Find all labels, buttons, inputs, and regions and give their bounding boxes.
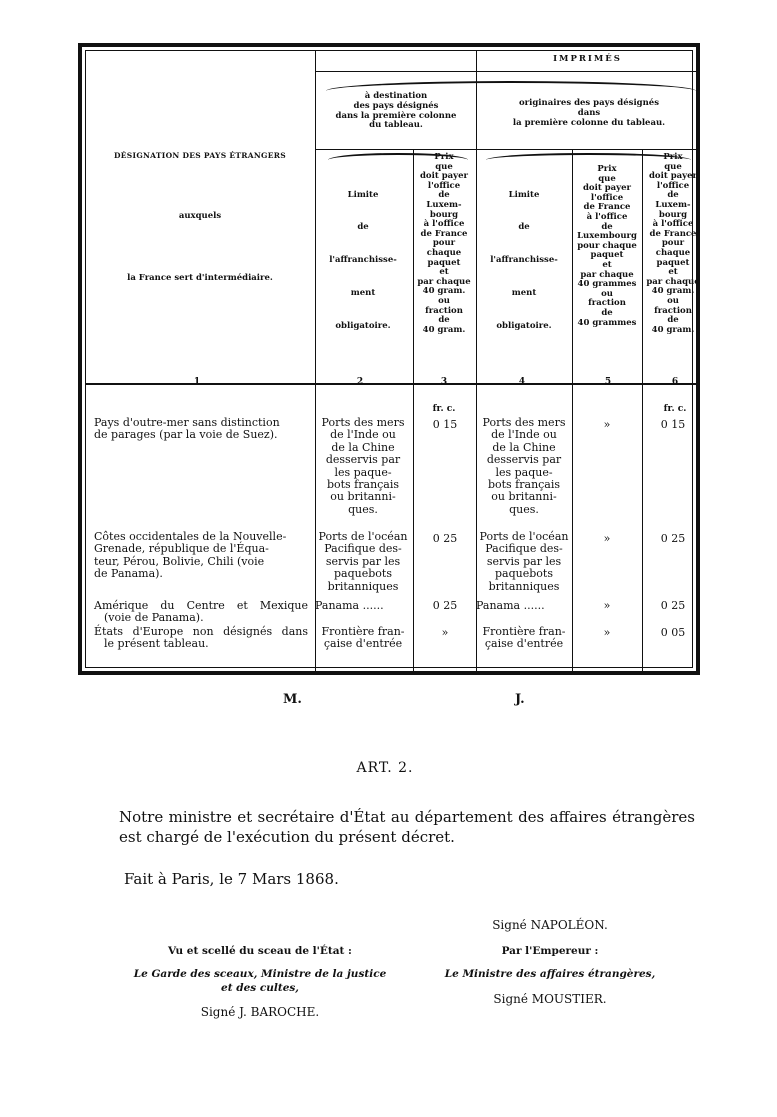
table-row-limit-dest [315,600,411,612]
table-row-price6: 0 25 [660,599,686,612]
col3-line: l'office [427,180,461,191]
col5-line: Prix [597,164,617,174]
country-line: le présent tableau. [104,637,209,651]
col3-line: bourg [429,209,459,220]
table-row-price3: 0 25 [432,599,458,612]
limit-line: bots français [487,478,561,492]
col3-line: fraction [425,305,463,316]
limit-line: britanniques [488,579,560,593]
table-row-price3: » [441,626,449,639]
col3-header [412,153,476,335]
table-row-price5: » [603,532,611,545]
limit-line: paquebots [334,567,392,581]
letter-right: J. [515,692,525,707]
col5-line: de [601,221,613,232]
article-heading: ART. 2. [356,760,414,776]
table-row-price3: 0 15 [432,418,458,431]
signature-napoleon: Signé NAPOLÉON. [492,918,608,932]
limit-header-line: obligatoire. [496,321,552,331]
limit-line: ou britanni- [491,490,557,504]
col3-line: Luxem- [426,199,462,210]
country-line: teur, Pérou, Bolivie, Chili (voie [94,554,265,568]
col3-line: et [439,267,449,278]
table-row-limit-orig [476,417,572,516]
col6-line: paquet [656,257,690,268]
col6-line: fraction [654,305,692,316]
col3-line: chaque [426,247,462,258]
table-row-price6: 0 25 [660,532,686,545]
col6-line: chaque [655,247,691,258]
limit-header-line: de [518,222,530,232]
col3-line: 40 gram. [422,286,466,297]
limit-line: britanniques [327,579,399,593]
col5-line: de France [583,202,631,213]
limit-header-line: l'affranchisse- [329,255,397,265]
col6-line: ou [667,295,679,306]
col6-line: doit payer [648,171,697,182]
limit-line: Panama ...... [476,599,545,612]
col3-line: Prix [434,152,454,162]
limit-line: bots français [326,478,400,492]
country-line: Côtes occidentales de la Nouvelle- [94,530,287,543]
col3-line: pour [432,238,456,249]
justice-title-line2: et des cultes, [221,982,299,994]
limit-line: de l'Inde ou [491,428,557,442]
col6-line: 40 gram. [651,324,695,335]
limit-line: Ports des mers [321,416,405,429]
orig-header-line: originaires des pays désignés [518,98,659,108]
table-row-price5: » [603,626,611,639]
limit-line: Pacifique des- [324,542,402,556]
limit-line: ques. [509,502,539,516]
limit-line: Frontière fran- [482,625,566,638]
limit-line: paquebots [495,567,553,581]
col-number: 3 [440,377,448,387]
col1-header-intermediaire: la France sert d'intermédiaire. [127,272,273,283]
col6-line: par chaque [646,276,700,287]
col3-line: paquet [427,257,461,268]
col6-line: de [667,190,679,201]
col-number: 6 [671,377,679,387]
limit-header-line: de [357,222,369,232]
table-row-limit-dest [315,531,411,593]
dest-header-line: des pays désignés [353,100,439,111]
col5-header [571,165,643,328]
col5-line: ou [601,288,613,299]
col5-line: 40 grammes [577,279,637,290]
dest-header-line: du tableau. [369,120,423,131]
col5-line: que [598,173,616,184]
col5-line: pour chaque [577,240,637,251]
table-row-price3: 0 25 [432,532,458,545]
limit-line: çaise d'entrée [323,637,403,651]
col3-line: à l'office [423,219,465,230]
col6-line: pour [661,238,685,249]
table-row-country [94,626,308,651]
orig-header-line: dans [577,107,601,118]
col3-line: par chaque [417,276,471,287]
col3-line: doit payer [419,171,468,182]
article-paragraph: Notre ministre et secrétaire d'État au département des affaires étrangères est chargé de l'exécution du présent décret. [119,808,695,846]
col5-line: par chaque [580,269,634,280]
table-row-limit-orig [476,626,572,651]
postal-rate-table [78,43,700,675]
limit-line: de la Chine [492,440,556,454]
table-row-limit-orig [476,600,572,612]
col5-line: doit payer [582,183,631,194]
col5-line: paquet [590,250,624,261]
table-row-price5: » [603,418,611,431]
col6-line: que [664,161,682,172]
col5-line: Luxembourg [577,231,637,242]
par-lempereur: Par l'Empereur : [501,945,599,957]
col5-line: de [601,307,613,318]
col6-line: bourg [658,209,688,220]
country-line: Amérique du Centre et Mexique [94,599,308,612]
table-row-limit-dest [315,626,411,651]
col6-line: de [667,315,679,326]
col-number: 5 [604,377,612,387]
limit-header-line: obligatoire. [335,321,391,331]
col1-header-title: DÉSIGNATION DES PAYS ÉTRANGERS [113,151,287,160]
col5-line: l'office [590,192,624,203]
col3-line: de France [420,228,468,239]
col6-line: de France [649,228,697,239]
imprimes-header: IMPRIMÉS [553,54,622,64]
limit-header-line: l'affranchisse- [490,255,558,265]
col6-line: et [668,267,678,278]
table-row-price5: » [603,599,611,612]
col6-line: Prix [663,152,683,162]
limit-line: Panama ...... [315,599,384,612]
seal-line: Vu et scellé du sceau de l'État : [168,945,352,957]
col2-header [315,190,411,331]
country-line: de parages (par la voie de Suez). [94,428,278,442]
limit-line: servis par les [325,554,401,568]
col4-header [476,190,572,331]
signature-moustier: Signé MOUSTIER. [493,992,607,1006]
limit-line: les paque- [495,465,553,479]
country-line: États d'Europe non désignés dans [94,625,308,638]
col5-line: à l'office [586,211,628,222]
limit-line: Ports des mers [482,416,566,429]
currency-unit: fr. c. [432,404,456,414]
signature-baroche: Signé J. BAROCHE. [200,1005,320,1019]
col-number: 4 [518,377,526,387]
col1-header-auxquels: auxquels [178,210,222,221]
done-at-line: Fait à Paris, le 7 Mars 1868. [124,870,339,888]
col6-line: 40 gram. [651,286,695,297]
limit-line: Ports de l'océan [318,530,408,543]
col6-line: à l'office [652,219,694,230]
letter-left: M. [283,692,302,707]
justice-title-line1: Le Garde des sceaux, Ministre de la justice [133,968,387,980]
col1-header [90,151,310,283]
col-number: 2 [356,377,364,387]
table-row-country [94,417,308,442]
limit-line: çaise d'entrée [484,637,564,651]
table-row-limit-orig [476,531,572,593]
country-line: (voie de Panama). [104,611,204,625]
currency-unit: fr. c. [663,404,687,414]
minister-title: Le Ministre des affaires étrangères, [444,968,656,980]
table-row-country [94,600,308,625]
col3-line: ou [438,295,450,306]
limit-line: desservis par [486,453,562,467]
col5-line: fraction [588,298,626,309]
country-line: Pays d'outre-mer sans distinction [94,416,280,429]
col-number: 1 [193,377,201,387]
limit-line: desservis par [325,453,401,467]
limit-line: ques. [348,502,378,516]
limit-line: de l'Inde ou [330,428,396,442]
orig-header-line: la première colonne du tableau. [512,117,666,128]
limit-line: servis par les [486,554,562,568]
col5-line: et [602,259,612,270]
table-row-price6: 0 15 [660,418,686,431]
limit-line: Frontière fran- [321,625,405,638]
limit-line: les paque- [334,465,392,479]
col3-line: de [438,315,450,326]
col3-line: que [435,161,453,172]
dest-header-line: dans la première colonne [335,110,457,121]
col6-line: l'office [656,180,690,191]
col3-line: 40 gram. [422,324,466,335]
country-line: de Panama). [94,567,163,581]
origin-group-header [478,99,700,128]
limit-line: Ports de l'océan [479,530,569,543]
col3-line: de [438,190,450,201]
dest-header-line: à destination [364,91,428,101]
table-row-price6: 0 05 [660,626,686,639]
country-line: Grenade, république de l'Équa- [94,542,269,556]
limit-header-line: Limite [508,190,540,200]
limit-line: ou britanni- [330,490,396,504]
col6-header [641,153,705,335]
table-row-limit-dest [315,417,411,516]
col5-line: 40 grammes [577,317,637,328]
destination-group-header [318,92,474,131]
limit-header-line: Limite [347,190,379,200]
limit-line: de la Chine [331,440,395,454]
limit-header-line: ment [511,288,537,298]
limit-header-line: ment [350,288,376,298]
limit-line: Pacifique des- [485,542,563,556]
table-row-country [94,531,308,581]
col6-line: Luxem- [655,199,691,210]
